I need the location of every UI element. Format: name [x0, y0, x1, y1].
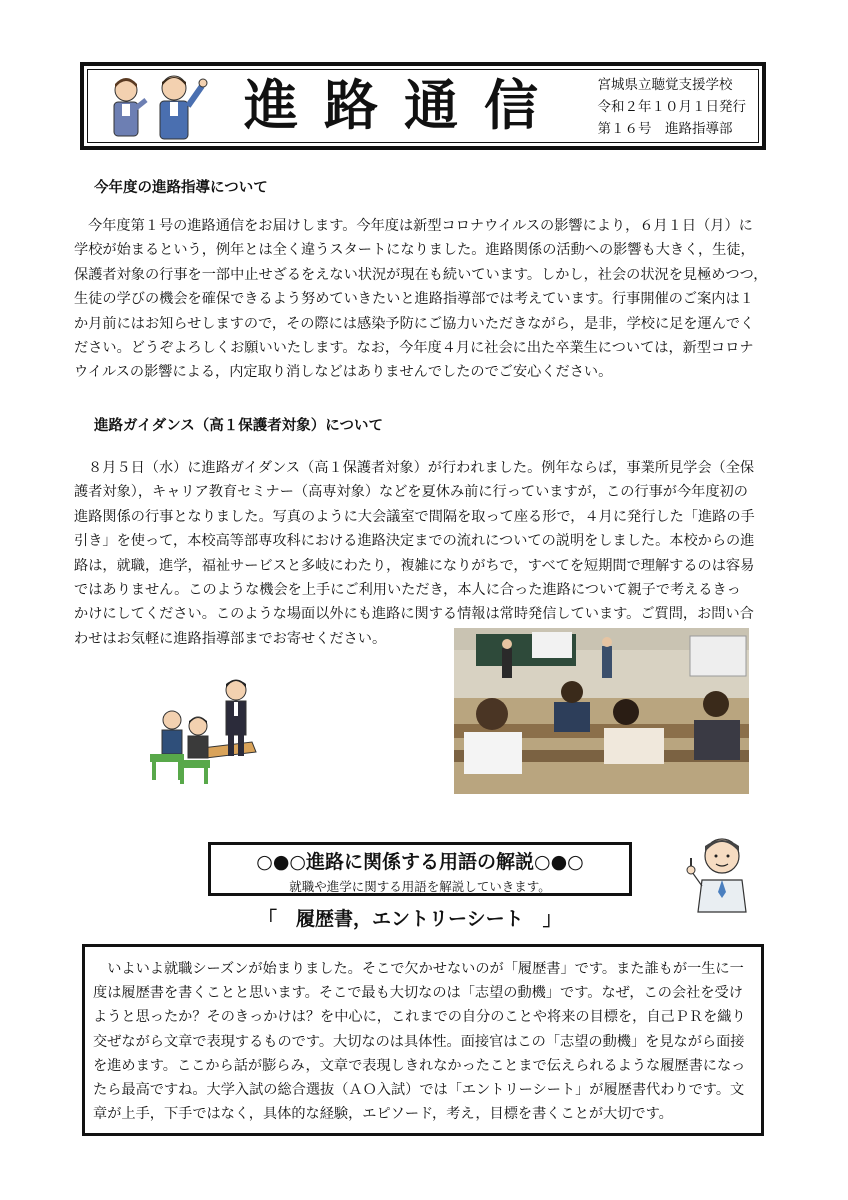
- text-line: 進路関係の行事となりました。写真のように大会議室で間隔を取って座る形で，４月に発行した「進路の手: [74, 508, 755, 525]
- section1-body: [74, 214, 768, 385]
- issue-date: 令和２年１０月１日発行: [597, 99, 746, 115]
- text-line: ８月５日（水）に進路ガイダンス（高１保護者対象）が行われました。例年ならば，事業所見学会（全保: [88, 460, 755, 476]
- term-explanation-box: [82, 944, 764, 1136]
- text-line: か月前にはお知らせしますので，その際には感染予防にご協力いただきながら，是非，学校に足を運んでく: [74, 315, 755, 332]
- text-line: 生徒の学びの機会を確保できるよう努めていきたいと進路指導部では考えています。行事開催のご案内は１: [74, 291, 754, 308]
- text-line: 引き」を使って，本校高等部専攻科における進路決定までの流れについての説明をしました。本校からの進: [74, 533, 755, 550]
- glossary-banner: [208, 842, 632, 896]
- text-line: 保護者対象の行事を一部中止せざるをえない状況が現在も続いています。しかし，社会の状況を見極めつつ，: [74, 266, 768, 283]
- text-line: ようと思ったか？そのきっかけは？を中心に，これまでの自分のことや将来の目標を，自己ＰＲを織り: [93, 1009, 746, 1026]
- text-line: 今年度第１号の進路通信をお届けします。今年度は新型コロナウイルスの影響により，６月１日（月）に: [88, 218, 753, 234]
- students-illustration-icon: [96, 72, 226, 142]
- teacher-pointing-illustration-icon: [684, 832, 754, 914]
- text-line: ウイルスの影響による，内定取り消しなどはありませんでしたのでご安心ください。: [74, 364, 613, 381]
- issue-info: [598, 74, 747, 140]
- school-name: 宮城県立聴覚支援学校: [597, 77, 733, 93]
- glossary-title: ○●○進路に関係する用語の解説○●○: [256, 851, 584, 873]
- text-line: 学校が始まるという，例年とは全く違うスタートになりました。進路関係の活動への影響も大きく，生徒，: [74, 242, 755, 259]
- text-line: ださい。どうぞよろしくお願いいたします。なお，今年度４月に社会に出た卒業生については，新型コロナ: [74, 340, 754, 357]
- section2-body: [74, 456, 755, 651]
- section2-heading: 進路ガイダンス（高１保護者対象）について: [94, 418, 383, 434]
- classroom-photo-icon: [454, 628, 749, 794]
- text-line: 路は，就職，進学，福祉サービスと多岐にわたり，複雑になりがちで，すべてを短期間で理解するのは容易: [74, 557, 755, 574]
- guidance-session-photo: [454, 628, 749, 794]
- issue-number: 第１６号 進路指導部: [597, 121, 733, 137]
- text-line: 章が上手，下手ではなく，具体的な経験，エピソード，考え，目標を書くことが大切です。: [93, 1106, 673, 1123]
- text-line: わせはお気軽に進路指導部までお寄せください。: [74, 630, 387, 647]
- text-line: 度は履歴書を書くことと思います。そこで最も大切なのは「志望の動機」です。なぜ，この会社を受け: [93, 985, 743, 1002]
- text-line: 交ぜながら文章で表現するものです。大切なのは具体性。面接官はこの「志望の動機」を見ながら面接: [93, 1033, 745, 1050]
- text-line: 護者対象），キャリア教育セミナー（高専対象）などを夏休み前に行っていますが，この行事が今年度初の: [74, 484, 748, 501]
- text-line: いよいよ就職シーズンが始まりました。そこで欠かせないのが「履歴書」です。また誰もが一生に一: [93, 961, 744, 977]
- term-explanation-body: [93, 957, 746, 1126]
- newsletter-header: [80, 62, 766, 150]
- text-line: たら最高ですね。大学入試の総合選抜（ＡＯ入試）では「エントリーシート」が履歴書代わりです。文: [93, 1082, 745, 1099]
- text-line: かけにしてください。このような場面以外にも進路に関する情報は常時発信しています。ご質問，お問い合: [74, 606, 754, 623]
- meeting-illustration-icon: [140, 668, 260, 788]
- newsletter-title: 進路通信: [244, 74, 564, 137]
- section1-heading: 今年度の進路指導について: [94, 180, 268, 196]
- glossary-subtitle: 就職や進学に関する用語を解説していきます。: [289, 879, 551, 894]
- text-line: ではありません。このような機会を上手にご利用いただき，本人に合った進路について親子で考えるきっ: [74, 582, 741, 599]
- text-line: を進めます。ここから話が膨らみ，文章で表現しきれなかったことまで伝えられるような履歴書になっ: [93, 1057, 746, 1074]
- term-title: 「 履歴書，エントリーシート 」: [258, 908, 562, 930]
